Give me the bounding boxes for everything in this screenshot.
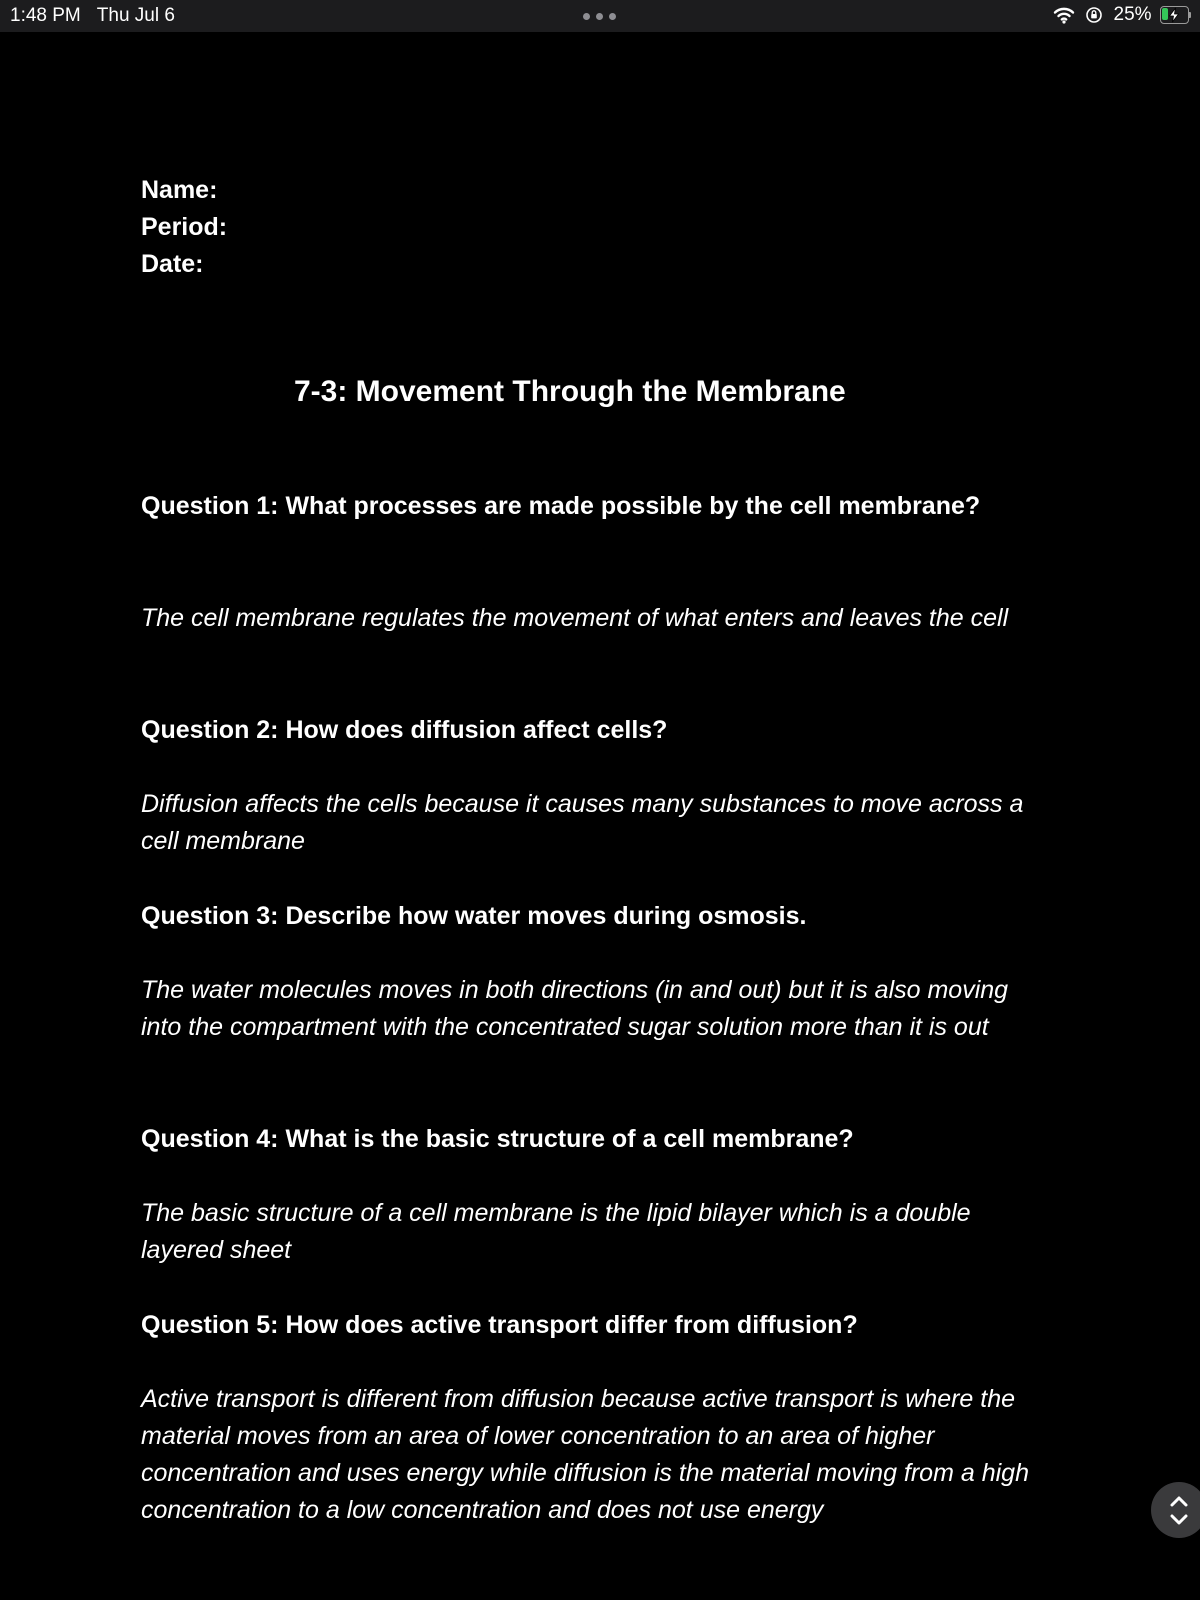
answer-2: Diffusion affects the cells because it causes many substances to move across a cell membrane bbox=[141, 790, 1024, 855]
chevron-down-icon[interactable] bbox=[1168, 1513, 1190, 1527]
question-1: Question 1: What processes are made possible by the cell membrane? bbox=[141, 492, 981, 520]
status-date: Thu Jul 6 bbox=[96, 5, 175, 26]
wifi-icon bbox=[1053, 6, 1075, 24]
battery-icon bbox=[1160, 6, 1192, 24]
answer-3: The water molecules moves in both directions (in and out) but it is also moving into the compartment with the concentrated sugar solution more than it is out bbox=[141, 976, 1009, 1041]
lock-rotation-icon bbox=[1085, 6, 1103, 24]
battery-percent: 25% bbox=[1113, 4, 1152, 25]
page-nav-button[interactable] bbox=[1151, 1482, 1200, 1538]
name-label: Name: bbox=[141, 176, 218, 204]
question-3: Question 3: Describe how water moves during osmosis. bbox=[141, 902, 807, 930]
bolt-icon bbox=[1166, 7, 1182, 23]
answer-4: The basic structure of a cell membrane is the lipid bilayer which is a double layered sheet bbox=[141, 1199, 971, 1264]
multitasking-menu-icon[interactable] bbox=[583, 13, 617, 20]
question-4: Question 4: What is the basic structure of a cell membrane? bbox=[141, 1125, 854, 1153]
chevron-up-icon[interactable] bbox=[1168, 1494, 1190, 1508]
answer-1: The cell membrane regulates the movement of what enters and leaves the cell bbox=[141, 604, 1009, 632]
date-label: Date: bbox=[141, 250, 204, 278]
page-title: 7-3: Movement Through the Membrane bbox=[294, 375, 846, 408]
status-bar bbox=[0, 0, 1200, 32]
status-time-date bbox=[10, 6, 175, 26]
question-5: Question 5: How does active transport differ from diffusion? bbox=[141, 1311, 858, 1339]
status-time: 1:48 PM bbox=[10, 5, 81, 26]
status-indicators bbox=[1053, 4, 1192, 28]
period-label: Period: bbox=[141, 213, 228, 241]
answer-5: Active transport is different from diffusion because active transport is where the material moves from an area of lower concentration to an area of higher concentration and uses energy while diffusion is the material moving from a high concentration to a low concentration and does not use energy bbox=[141, 1385, 1029, 1524]
question-2: Question 2: How does diffusion affect cells? bbox=[141, 716, 668, 744]
